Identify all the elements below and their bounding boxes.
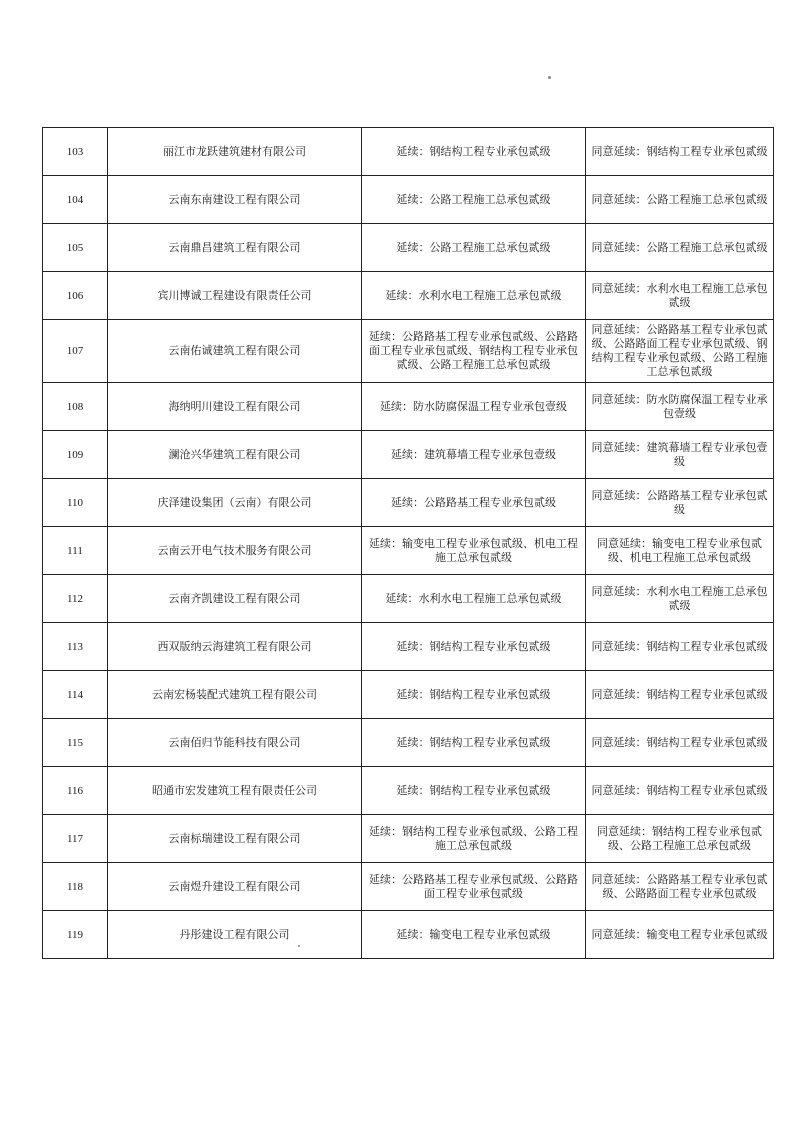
approval-result: 同意延续：钢结构工程专业承包贰级 — [586, 623, 774, 671]
application-item: 延续：钢结构工程专业承包贰级 — [362, 719, 586, 767]
table-row — [43, 623, 774, 671]
approval-result: 同意延续：水利水电工程施工总承包贰级 — [586, 272, 774, 320]
table-row — [43, 383, 774, 431]
table-row — [43, 320, 774, 383]
company-name: 丽江市龙跃建筑建材有限公司 — [108, 128, 362, 176]
application-item: 延续：公路工程施工总承包贰级 — [362, 176, 586, 224]
approval-result: 同意延续：钢结构工程专业承包贰级 — [586, 767, 774, 815]
company-name: 云南宏杨装配式建筑工程有限公司 — [108, 671, 362, 719]
application-item: 延续：钢结构工程专业承包贰级、公路工程施工总承包贰级 — [362, 815, 586, 863]
approval-result: 同意延续：钢结构工程专业承包贰级 — [586, 719, 774, 767]
row-number: 116 — [43, 767, 108, 815]
row-number: 112 — [43, 575, 108, 623]
row-number: 111 — [43, 527, 108, 575]
company-name: 云南齐凯建设工程有限公司 — [108, 575, 362, 623]
approval-result: 同意延续：输变电工程专业承包贰级 — [586, 911, 774, 959]
table-row — [43, 272, 774, 320]
company-name: 云南东南建设工程有限公司 — [108, 176, 362, 224]
row-number: 105 — [43, 224, 108, 272]
approval-result: 同意延续：钢结构工程专业承包贰级 — [586, 671, 774, 719]
table-row — [43, 671, 774, 719]
table-row — [43, 863, 774, 911]
approval-result: 同意延续：输变电工程专业承包贰级、机电工程施工总承包贰级 — [586, 527, 774, 575]
table-row — [43, 224, 774, 272]
application-item: 延续：钢结构工程专业承包贰级 — [362, 767, 586, 815]
approval-result: 同意延续：水利水电工程施工总承包贰级 — [586, 575, 774, 623]
application-item: 延续：公路路基工程专业承包贰级 — [362, 479, 586, 527]
row-number: 103 — [43, 128, 108, 176]
table-row — [43, 527, 774, 575]
table-row — [43, 815, 774, 863]
scan-speck — [298, 945, 300, 947]
table-row — [43, 767, 774, 815]
approval-result: 同意延续：钢结构工程专业承包贰级、公路工程施工总承包贰级 — [586, 815, 774, 863]
table-row — [43, 911, 774, 959]
application-item: 延续：防水防腐保温工程专业承包壹级 — [362, 383, 586, 431]
row-number: 104 — [43, 176, 108, 224]
approval-result: 同意延续：建筑幕墙工程专业承包壹级 — [586, 431, 774, 479]
company-name: 云南标瑞建设工程有限公司 — [108, 815, 362, 863]
row-number: 109 — [43, 431, 108, 479]
approval-result: 同意延续：公路工程施工总承包贰级 — [586, 176, 774, 224]
company-name: 云南佑诚建筑工程有限公司 — [108, 320, 362, 383]
application-item: 延续：水利水电工程施工总承包贰级 — [362, 575, 586, 623]
approval-result: 同意延续：公路路基工程专业承包贰级、公路路面工程专业承包贰级、钢结构工程专业承包贰级、公路工程施工总承包贰级 — [586, 320, 774, 383]
company-name: 海纳明川建设工程有限公司 — [108, 383, 362, 431]
company-name: 云南佰归节能科技有限公司 — [108, 719, 362, 767]
company-name: 云南煜升建设工程有限公司 — [108, 863, 362, 911]
scan-speck — [548, 76, 551, 79]
row-number: 117 — [43, 815, 108, 863]
application-item: 延续：公路路基工程专业承包贰级、公路路面工程专业承包贰级 — [362, 863, 586, 911]
table-row — [43, 128, 774, 176]
row-number: 115 — [43, 719, 108, 767]
application-item: 延续：钢结构工程专业承包贰级 — [362, 623, 586, 671]
company-name: 丹彤建设工程有限公司 — [108, 911, 362, 959]
qualification-table — [42, 127, 774, 959]
company-name: 云南鼎昌建筑工程有限公司 — [108, 224, 362, 272]
table-row — [43, 176, 774, 224]
approval-result: 同意延续：公路路基工程专业承包贰级 — [586, 479, 774, 527]
application-item: 延续：建筑幕墙工程专业承包壹级 — [362, 431, 586, 479]
application-item: 延续：钢结构工程专业承包贰级 — [362, 671, 586, 719]
row-number: 106 — [43, 272, 108, 320]
application-item: 延续：水利水电工程施工总承包贰级 — [362, 272, 586, 320]
row-number: 108 — [43, 383, 108, 431]
approval-result: 同意延续：公路工程施工总承包贰级 — [586, 224, 774, 272]
company-name: 西双版纳云海建筑工程有限公司 — [108, 623, 362, 671]
row-number: 107 — [43, 320, 108, 383]
row-number: 113 — [43, 623, 108, 671]
approval-result: 同意延续：公路路基工程专业承包贰级、公路路面工程专业承包贰级 — [586, 863, 774, 911]
application-item: 延续：输变电工程专业承包贰级、机电工程施工总承包贰级 — [362, 527, 586, 575]
table-row — [43, 719, 774, 767]
company-name: 庆泽建设集团（云南）有限公司 — [108, 479, 362, 527]
row-number: 119 — [43, 911, 108, 959]
approval-result: 同意延续：钢结构工程专业承包贰级 — [586, 128, 774, 176]
company-name: 昭通市宏发建筑工程有限责任公司 — [108, 767, 362, 815]
application-item: 延续：公路工程施工总承包贰级 — [362, 224, 586, 272]
row-number: 110 — [43, 479, 108, 527]
application-item: 延续：输变电工程专业承包贰级 — [362, 911, 586, 959]
table-row — [43, 431, 774, 479]
application-item: 延续：公路路基工程专业承包贰级、公路路面工程专业承包贰级、钢结构工程专业承包贰级、公路工程施工总承包贰级 — [362, 320, 586, 383]
company-name: 云南云开电气技术服务有限公司 — [108, 527, 362, 575]
row-number: 118 — [43, 863, 108, 911]
company-name: 澜沧兴华建筑工程有限公司 — [108, 431, 362, 479]
approval-result: 同意延续：防水防腐保温工程专业承包壹级 — [586, 383, 774, 431]
table-row — [43, 479, 774, 527]
company-name: 宾川博诚工程建设有限责任公司 — [108, 272, 362, 320]
table-row — [43, 575, 774, 623]
row-number: 114 — [43, 671, 108, 719]
application-item: 延续：钢结构工程专业承包贰级 — [362, 128, 586, 176]
